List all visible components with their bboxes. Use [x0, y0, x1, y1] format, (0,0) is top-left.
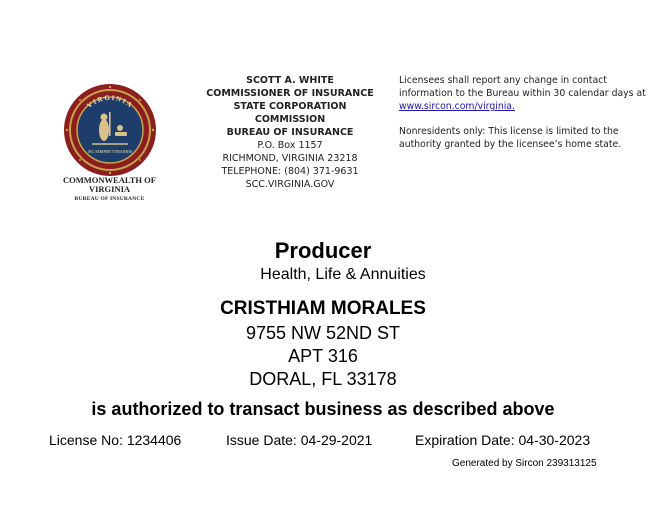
generated-by: Generated by Sircon 239313125: [452, 458, 597, 469]
commissioner-address-block: [200, 74, 380, 191]
licensee-notice: [399, 74, 661, 151]
seal-caption: [52, 176, 167, 204]
address-line3: DORAL, FL 33178: [249, 369, 397, 389]
issue-date: Issue Date: 04-29-2021: [226, 432, 373, 448]
seal-caption-line3: BUREAU OF INSURANCE: [74, 196, 145, 202]
licensee-name: CRISTHIAM MORALES: [220, 298, 426, 319]
seal-emblem-icon: [62, 82, 158, 178]
virginia-seal: [62, 82, 158, 178]
seal-motto: SIC SEMPER TYRANNIS: [88, 149, 132, 154]
commissioner-title: COMMISSIONER OF INSURANCE: [206, 88, 374, 99]
city-state-zip: RICHMOND, VIRGINIA 23218: [222, 153, 358, 164]
commissioner-name: SCOTT A. WHITE: [246, 75, 334, 86]
seal-caption-line2: VIRGINIA: [88, 184, 131, 194]
org-line2: COMMISSION: [254, 114, 326, 125]
seal-caption-line1: COMMONWEALTH OF: [63, 175, 156, 185]
license-number: License No: 1234406: [49, 432, 182, 448]
contact-change-notice: [399, 74, 661, 113]
address-line1: 9755 NW 52ND ST: [245, 323, 401, 343]
contact-change-text: Licensees shall report any change in contact information to the Bureau within 30 calendar days at: [399, 75, 646, 99]
license-type: Producer: [274, 238, 372, 263]
sircon-link[interactable]: www.sircon.com/virginia.: [399, 101, 515, 112]
telephone: TELEPHONE: (804) 371-9631: [221, 166, 359, 177]
seal-ring-text: VIRGINIA: [85, 93, 135, 110]
address-line2: APT 316: [288, 346, 358, 366]
authorization-statement: is authorized to transact business as described above: [91, 399, 555, 419]
lines-of-authority: Health, Life & Annuities: [260, 266, 426, 283]
org-line1: STATE CORPORATION: [233, 101, 347, 112]
website-text: SCC.VIRGINIA.GOV: [245, 179, 335, 190]
bureau-name: BUREAU OF INSURANCE: [226, 127, 354, 138]
po-box: P.O. Box 1157: [257, 140, 323, 151]
expiration-date: Expiration Date: 04-30-2023: [415, 432, 591, 448]
nonresident-notice: Nonresidents only: This license is limited to the authority granted by the licensee’s home state.: [399, 126, 622, 150]
